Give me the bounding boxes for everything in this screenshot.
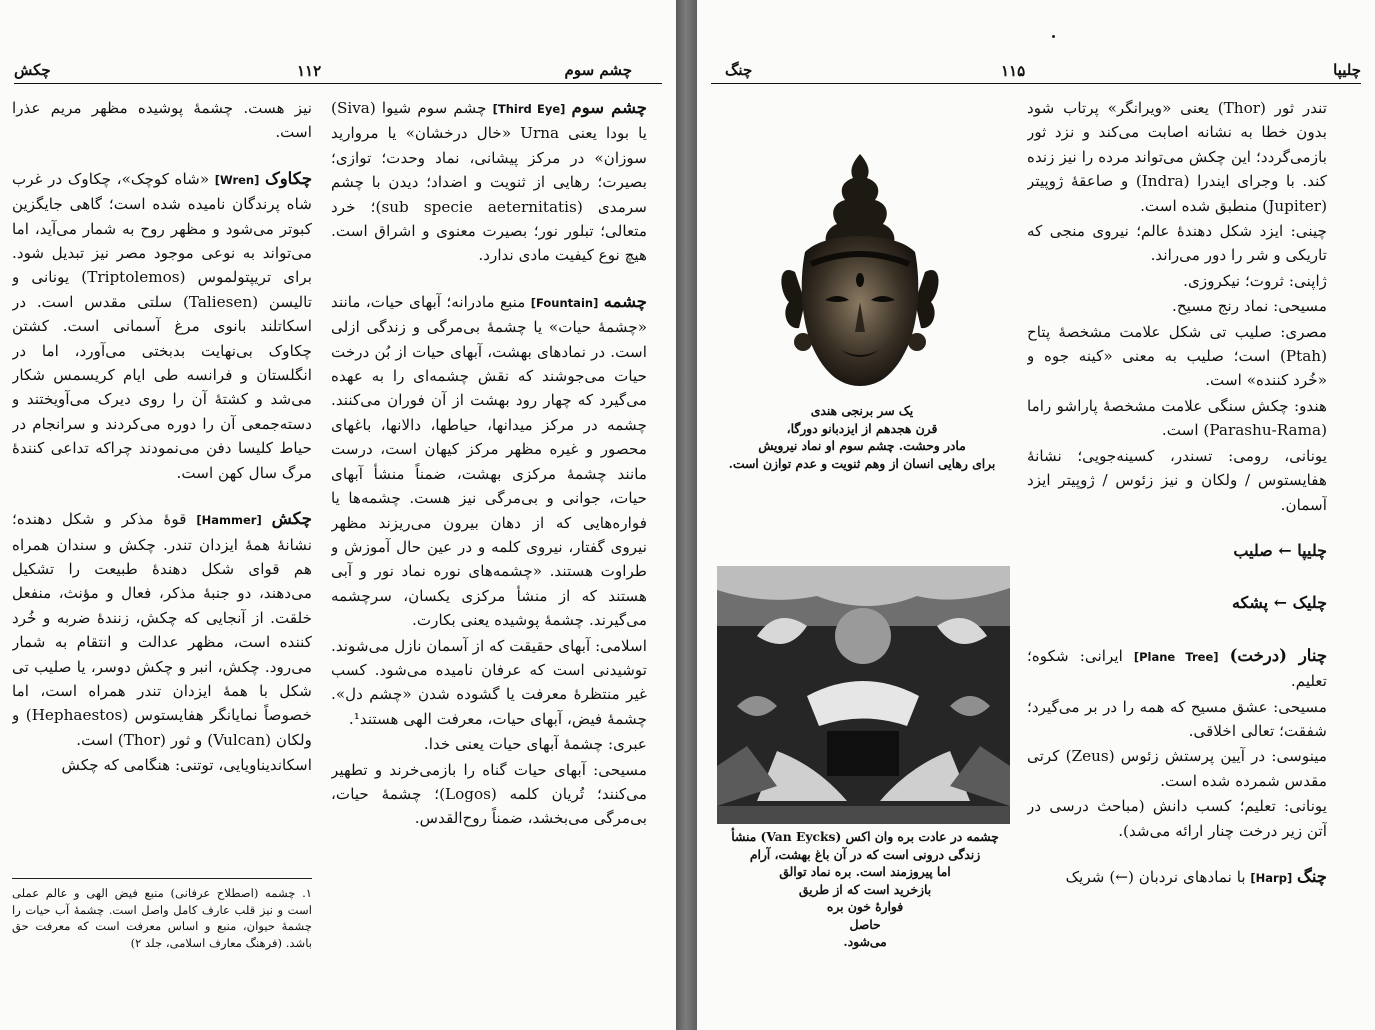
fountain-painting-image bbox=[717, 566, 1010, 824]
entry-english-term: [Fountain] bbox=[530, 295, 599, 310]
dictionary-entry bbox=[12, 96, 312, 145]
entry-paragraph bbox=[1027, 865, 1327, 890]
entry-english-term: [Harp] bbox=[1250, 870, 1293, 885]
book-gutter bbox=[676, 0, 697, 1030]
entry-text: مسیحی: نماد رنج مسیح. bbox=[1172, 297, 1327, 316]
entry-text: نیز هست. چشمهٔ پوشیده مظهر مریم عذرا است. bbox=[12, 99, 312, 142]
entry-english-term: [Wren] bbox=[214, 172, 260, 187]
entry-text: مسیحی: آبهای حیات گناه را بازمی‌خرند و تطهیر می‌کنند؛ تُریان کلمه (Logos)؛ چشمهٔ حیات، بی‌مرگی می‌بخشد، ضمناً روح‌القدس. bbox=[331, 760, 647, 828]
cross-reference-entry: چلیک ← پشکه bbox=[1231, 593, 1327, 613]
entry-paragraph bbox=[331, 634, 647, 732]
entry-headword: چشمه bbox=[603, 291, 647, 311]
caption-line: قرن هجدهم از ایزدبانو دورگا، bbox=[786, 420, 938, 436]
entry-paragraph bbox=[1027, 269, 1327, 293]
entry-paragraph bbox=[1027, 96, 1327, 218]
left-page-right-column bbox=[331, 96, 647, 986]
speck bbox=[1052, 35, 1055, 38]
entry-text: «شاه کوچک»، چکاوک در غرب شاه پرندگان نامیده شده است؛ گاهی جایگزین کبوتر می‌شود و مظهر روح به شمار می‌آید، اما می‌تواند به نوعی موجود مصر نیز تبدیل شود. برای تریپتولموس (Triptolemos) یونانی و تالیسن (Taliesen) سلتی مقدس است. در اسکاتلند بانوی مرغ آسمانی است. کشتن چکاوک بی‌نهایت بدبختی می‌آورد، اما در انگلستان و فرانسه طی ایام کریسمس شکار می‌شد و کشتهٔ آن را روی دیرک می‌آویختند و دسته‌جمعی آن را دوره می‌کردند و سرانجام در حیاط کلیسا دفن می‌نمودند چراکه تداعی کنندهٔ مرگ سال کهن است. bbox=[12, 169, 312, 482]
entry-text: اسکاندیناویایی، توتنی: هنگامی که چکش bbox=[61, 756, 312, 775]
dictionary-entry bbox=[12, 507, 312, 777]
entry-paragraph bbox=[331, 732, 647, 756]
left-header-word: چکش bbox=[14, 61, 51, 79]
caption-line: حاصل bbox=[849, 916, 881, 932]
entry-text: مسیحی: عشق مسیح که همه را در بر می‌گیرد؛ شفقت؛ تعالی اخلاقی. bbox=[1027, 697, 1327, 740]
entry-headword: چکش bbox=[271, 509, 312, 529]
right-page-header bbox=[711, 58, 1361, 84]
figure-2-caption bbox=[715, 828, 1015, 951]
entry-text: یونانی، رومی: تسندر، کسینه‌جویی؛ نشانهٔ هفایستوس / ولکان و نیز زئوس / ژوپیتر ایزد آسمان. bbox=[1027, 446, 1327, 514]
entry-paragraph bbox=[1027, 794, 1327, 843]
cross-reference-entry: چلیپا ← صلیب bbox=[1233, 540, 1327, 560]
caption-line: یک سر برنجی هندی bbox=[810, 403, 914, 418]
footnote bbox=[12, 878, 312, 951]
entry-paragraph bbox=[1027, 744, 1327, 793]
durga-bronze-head-image bbox=[775, 152, 945, 397]
footnote-text: ۱. چشمه (اصطلاح عرفانی) منبع فیض الهی و عالم عملی است و نیز قلب عارف کامل واصل است. چشمهٔ آب حیات را چشمهٔ حیوان، منبع و اساس معرفت است که معرفت حق باشد. (فرهنگ معارف اسلامی، جلد ۲) bbox=[12, 886, 312, 950]
entry-text: منبع مادرانه؛ آبهای حیات، مانند «چشمهٔ حیات» یا چشمهٔ بی‌مرگی و زندگی ازلی است. در نمادهای بهشت، آبهای حیات از بُن درخت حیات می‌جوشند که نقش چشمه‌ای را به عهده می‌گیرد که چهار رود بهشت از آن فوران می‌کنند. چشمه در مرکز میدانها، حیاطها، دالانها، باغهای محصور و غیره مظهر مرکز کیهان است، درست مانند چشمهٔ مرکزی بهشت، ضمناً منشأ آبهای حیات، جوانی و بی‌مرگی نیز هست. چشمه‌ها یا فواره‌هایی که از دهان بیرون می‌ریزند مظهر نیروی گفتار، نیروی کلمه و در عین حال آموزش و طراوت هستند. «چشمه‌های نوره نماد نور و آبی هستند که از منشأ مرکزی یکسان، سرچشمه می‌گیرند. چشمهٔ پوشیده یعنی بکارت. bbox=[331, 292, 647, 630]
entry-paragraph bbox=[331, 290, 647, 633]
dictionary-entry bbox=[1027, 644, 1327, 843]
caption-line: بازخرید است که از طریق bbox=[798, 881, 932, 897]
entry-text: چینی: ایزد شکل دهندهٔ عالم؛ نیروی منجی که تاریکی و شر را دور می‌راند. bbox=[1027, 222, 1327, 265]
entry-paragraph bbox=[1027, 394, 1327, 443]
right-header-title: چلیپا bbox=[1333, 61, 1361, 79]
entry-paragraph bbox=[1027, 644, 1327, 694]
caption-line: فوارهٔ خون بره bbox=[826, 899, 904, 914]
entry-paragraph bbox=[1027, 219, 1327, 268]
entry-paragraph bbox=[331, 758, 647, 831]
entry-paragraph bbox=[12, 96, 312, 145]
entry-text: تندر ثور (Thor) یعنی «ویرانگر» پرتاب شود بدون خطا به نشانه اصابت می‌کند و نزد ثور بازمی‌گردد؛ این چکش می‌تواند مرده را نیز زنده کند. با وجرای ایندرا (Indra) و صاعقهٔ ژوپیتر (Jupiter) منطبق شده است. bbox=[1027, 99, 1327, 215]
entry-paragraph bbox=[331, 96, 647, 268]
entry-text: قوهٔ مذکر و شکل دهنده؛ نشانهٔ همهٔ ایزدان تندر. چکش و سندان همراه هم قوای شکل دهندهٔ طبیعت را تشکیل می‌دهند، دو جنبهٔ مذکر، فعال و مؤنث، منفعل خلقت. از آنجایی که چکش، زنندهٔ ضربه و خُرد کننده است، مظهر عدالت و انتقام به شمار می‌رود. چکش، انبر و چکش دوسر، یا صلیب تی شکل با همهٔ ایزدان تندر همراه است، اما خصوصاً نمایانگر هفایستوس (Hephaestos) و ولکان (Vulcan) و ثور (Thor) است. bbox=[12, 510, 312, 749]
entry-text: عبری: چشمهٔ آبهای حیات یعنی خدا. bbox=[423, 735, 647, 754]
dictionary-entry bbox=[331, 96, 647, 268]
right-page bbox=[697, 0, 1375, 1030]
entry-text: ژاپنی: ثروت؛ نیکروزی. bbox=[1183, 271, 1327, 290]
dictionary-entry bbox=[1027, 865, 1327, 890]
caption-line: زندگی درونی است که در آن باغ بهشت، آرام bbox=[749, 846, 981, 862]
entry-text: هندو: چکش سنگی علامت مشخصهٔ پاراشو راما (Parashu-Rama) است. bbox=[1027, 396, 1327, 440]
entry-paragraph bbox=[1027, 695, 1327, 744]
caption-line: برای رهایی انسان از وهم ثنویت و عدم توازن است. bbox=[728, 455, 996, 471]
entry-text: چشم سوم شیوا (Siva) یا بودا یعنی Urna «خال درخشان» یا مروارید سوزان» در مرکز پیشانی، نماد وحدت؛ توازی؛ بصیرت؛ رهایی از ثنویت و اضداد؛ دیدن با چشم سرمدی (sub specie aeternitatis)؛ خرد متعالی؛ تبلور نور؛ بصیرت معنوی و اشراق است. هیچ نوع کیفیت مادی ندارد. bbox=[331, 99, 647, 265]
right-page-number: ۱۱۵ bbox=[1001, 62, 1026, 80]
caption-line: می‌شود. bbox=[843, 934, 887, 949]
entry-headword: چنگ bbox=[1297, 866, 1327, 886]
caption-line: چشمه در عادت بره وان اکس (Van Eycks) منشأ bbox=[731, 829, 999, 844]
entry-paragraph bbox=[12, 507, 312, 752]
entry-text: اسلامی: آبهای حقیقت که از آسمان نازل می‌شوند. توشیدنی است که عرفان نامیده می‌شود. کسب غیر منتظرهٔ معرفت یا گشوده شدن «چشم دل». چشمهٔ فیض، آبهای حیات، معرفت الهی هستند¹. bbox=[331, 636, 647, 728]
entry-paragraph bbox=[12, 167, 312, 485]
figure-1-caption bbox=[707, 402, 1017, 472]
caption-line: مادر وحشت. چشم سوم او نماد نیرویش bbox=[758, 438, 966, 453]
entry-text: با نمادهای نردبان (←) شریک bbox=[1065, 867, 1246, 886]
entry-text: ایرانی: شکوه؛ تعلیم. bbox=[1027, 646, 1327, 691]
left-page-number: ۱۱۲ bbox=[297, 62, 322, 80]
left-page-left-column bbox=[12, 96, 312, 876]
right-page-text-column bbox=[1027, 96, 1327, 1016]
right-header-word: چنگ bbox=[725, 61, 753, 79]
entry-text: مینوسی: در آیین پرستش زئوس (Zeus) کرتی مقدس شمرده شده است. bbox=[1027, 747, 1327, 790]
caption-line: اما پیروزمند است. بره نماد توالق bbox=[779, 864, 951, 879]
entry-text: یونانی: تعلیم؛ کسب دانش (مباحث درسی در آتن زیر درخت چنار ارائه می‌شد). bbox=[1027, 797, 1327, 840]
left-page bbox=[0, 0, 676, 1030]
entry-headword: چکاوک bbox=[264, 168, 312, 188]
entry-paragraph bbox=[1027, 320, 1327, 393]
dictionary-entry bbox=[12, 167, 312, 485]
entry-paragraph bbox=[1027, 444, 1327, 517]
entry-text: مصری: صلیب تی شکل علامت مشخصهٔ پتاح (Ptah) است؛ صلیب به معنی «کینه جوه و «خُرد کننده» است. bbox=[1027, 322, 1327, 390]
entry-headword: چشم سوم bbox=[571, 98, 647, 117]
entry-english-term: [Plane Tree] bbox=[1133, 649, 1219, 664]
entry-headword: چنار (درخت) bbox=[1229, 645, 1327, 665]
dictionary-entry bbox=[1027, 96, 1327, 517]
left-page-header bbox=[14, 58, 662, 84]
dictionary-entry bbox=[331, 290, 647, 831]
entry-english-term: [Hammer] bbox=[196, 513, 262, 528]
entry-paragraph bbox=[1027, 294, 1327, 318]
left-header-title: چشم سوم bbox=[564, 61, 632, 79]
entry-paragraph bbox=[12, 753, 312, 777]
entry-english-term: [Third Eye] bbox=[492, 102, 566, 116]
